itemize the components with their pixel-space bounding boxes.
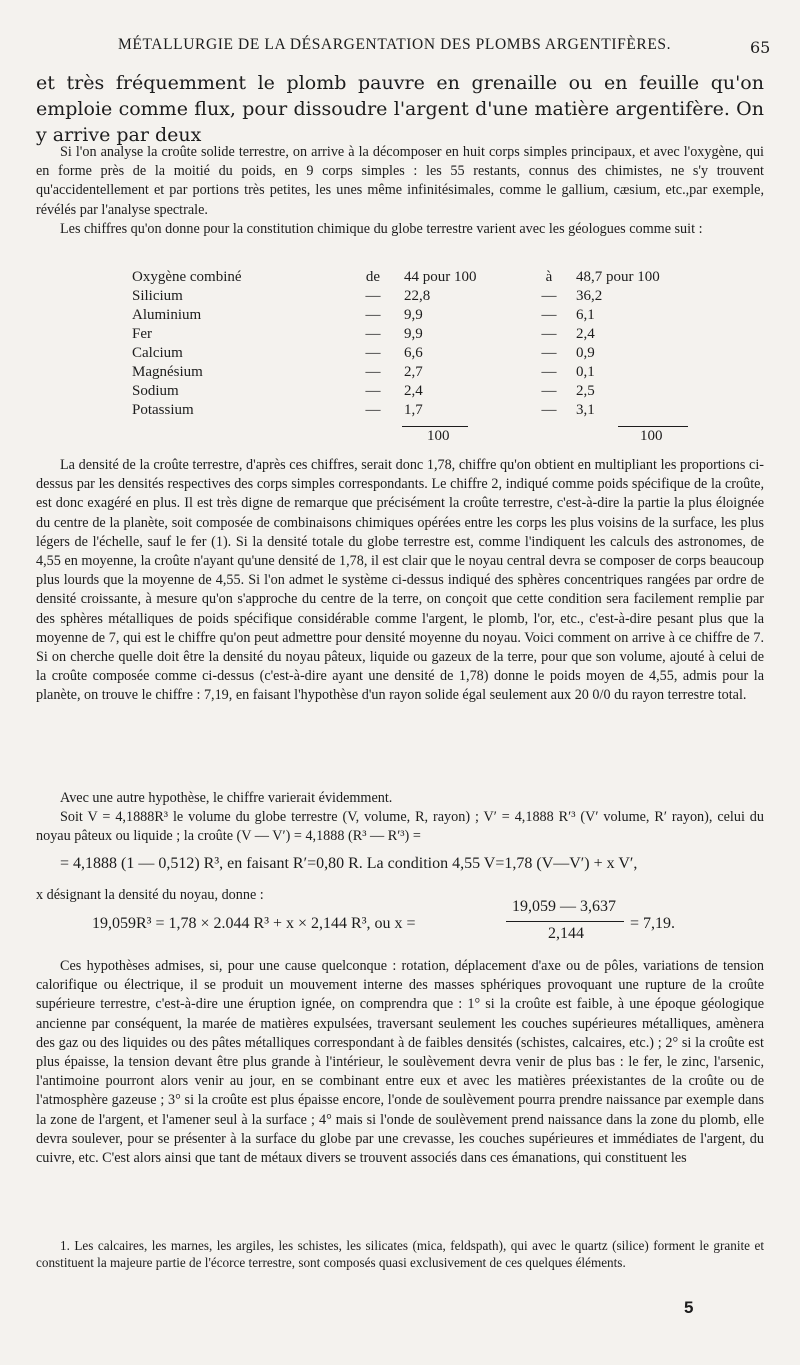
table-row [132,306,676,325]
formula-density-left: 19,059R³ = 1,78 × 2.044 R³ + x × 2,144 R³, ou x = [92,915,416,932]
max-value: 0,9 [576,345,595,361]
intro-paragraph: et très fréquemment le plomb pauvre en grenaille ou en feuille qu'on emploie comme flux, pour dissoudre l'argent d'une matière argentifère. On y arrive par deux [36,72,764,146]
range-from-marker: — [365,402,381,418]
table-row [132,363,676,382]
range-from-marker: — [365,345,381,361]
range-from-marker: de [365,269,381,285]
max-value: 3,1 [576,402,595,418]
table-row [132,325,676,344]
table-row [132,344,676,363]
element-name: Potassium [132,402,194,418]
formula-denominator: 2,144 [548,925,584,942]
fraction-bar [506,921,624,922]
paragraph-x-def: x désignant la densité du noyau, donne : [36,887,264,903]
range-to-marker: — [541,364,557,380]
paragraph-other-hypothesis: Avec une autre hypothèse, le chiffre varierait évidemment. [60,790,393,806]
page-number: 65 [750,38,771,57]
element-name: Oxygène combiné [132,269,242,285]
total-min: 100 [427,428,450,444]
range-from-marker: — [365,326,381,342]
element-name: Fer [132,326,152,342]
formula-crust: = 4,1888 (1 — 0,512) R³, en faisant R′=0,80 R. La condition 4,55 V=1,78 (V—V′) + x V′, [60,855,638,872]
min-value: 2,4 [404,383,423,399]
table-row [132,401,676,420]
range-from-marker: — [365,383,381,399]
range-to-marker: — [541,307,557,323]
composition-table [132,268,676,420]
range-to-marker: — [541,383,557,399]
range-to-marker: — [541,326,557,342]
max-value: 2,5 [576,383,595,399]
table-row [132,287,676,306]
max-value: 0,1 [576,364,595,380]
total-rule-min [402,426,468,427]
formula-numerator: 19,059 — 3,637 [512,898,616,915]
range-to-marker: — [541,288,557,304]
page-header [0,36,800,66]
max-value: 2,4 [576,326,595,342]
paragraph-volume: Soit V = 4,1888R³ le volume du globe terrestre (V, volume, R, rayon) ; V′ = 4,1888 R′³ (V′ volume, R′ rayon), celui du noyau pâteux ou liquide ; la croûte (V — V′) = 4,1888 (R³ — R′³) = [36,809,764,845]
element-name: Aluminium [132,307,202,323]
range-to-marker: à [545,269,553,285]
paragraph-density: La densité de la croûte terrestre, d'après ces chiffres, serait donc 1,78, chiffre qu'on obtient en multipliant les proportions ci-dessus par les densités respectives des corps simples correspondants. Le chiffre 2, indiqué comme poids spécifique de la croûte, est donc exagéré en plus. Il est très digne de remarque que précisément la croûte terrestre, c'est-à-dire la partie la plus éloignée du centre de la planète, soit composée de combinaisons chimiques opérées entre les corps les plus voisins de la surface, les plus légers de l'échelle, sauf le fer (1). Si la densité totale du globe terrestre est, comme l'indiquent les calculs des astronomes, de 4,55 en moyenne, la croûte n'ayant qu'une densité de 1,78, il est clair que le noyau central devra se composer de corps beaucoup plus lourds que la moyenne de 4,55. Si l'on admet le système ci-dessus indiqué des sphères concentriques rangées par ordre de densité croissante, à mesure qu'on s'approche du centre de la terre, on conçoit que cette condition sera facilement remplie par des sphères métalliques de poids spécifique considérable comme l'argent, le plomb, l'or, etc., c'est-à-dire pesant plus que la moyenne de 7, qui est le chiffre qu'on peut admettre pour densité moyenne du noyau. Voici comment on arrive à ce chiffre de 7. Si on cherche quelle doit être la densité du noyau pâteux, liquide ou gazeux de la terre, pour que son volume, ajouté à celui de la croûte composée comme ci-dessus (c'est-à-dire ayant une densité de 1,78) donne le poids moyen de 4,55, admis pour la planète, on trouve le chiffre : 7,19, en faisant l'hypothèse d'un rayon solide égal seulement aux 20 0/0 du rayon terrestre total. [36,457,764,704]
max-value: 48,7 pour 100 [576,269,660,285]
footnote: 1. Les calcaires, les marnes, les argiles, les schistes, les silicates (mica, feldspath), qui avec le quartz (silice) forment le granite et constituent la majeure partie de l'écorce terrestre, sont composés quasi exclusivement de ces quelques éléments. [36,1238,764,1270]
range-from-marker: — [365,364,381,380]
paragraph-crust-analysis: Si l'on analyse la croûte solide terrestre, on arrive à la décomposer en huit corps simples principaux, et avec l'oxygène, qui en forme près de la moitié du poids, en 9 corps simples : les 55 restants, connus des chimistes, ne s'y trouvent qu'accidentellement et par portions très petites, les unes même infinitésimales, comme le gallium, cæsium, etc.,par exemple, révélés par l'analyse spectrale. [36,144,764,218]
min-value: 6,6 [404,345,423,361]
formula-result: = 7,19. [630,915,676,932]
max-value: 6,1 [576,307,595,323]
element-name: Sodium [132,383,179,399]
range-from-marker: — [365,288,381,304]
min-value: 1,7 [404,402,423,418]
min-value: 9,9 [404,326,423,342]
total-rule-max [618,426,688,427]
max-value: 36,2 [576,288,603,304]
range-to-marker: — [541,402,557,418]
element-name: Silicium [132,288,183,304]
signature-mark: 5 [684,1298,694,1317]
min-value: 2,7 [404,364,423,380]
table-row [132,268,676,287]
running-title: MÉTALLURGIE DE LA DÉSARGENTATION DES PLOMBS ARGENTIFÈRES. [118,36,672,53]
total-max: 100 [640,428,663,444]
element-name: Calcium [132,345,183,361]
table-row [132,382,676,401]
element-name: Magnésium [132,364,203,380]
paragraph-figures-intro: Les chiffres qu'on donne pour la constitution chimique du globe terrestre varient avec les géologues comme suit : [60,221,703,237]
min-value: 44 pour 100 [404,269,477,285]
paragraph-hypotheses: Ces hypothèses admises, si, pour une cause quelconque : rotation, déplacement d'axe ou de pôles, variations de tension calorifique ou électrique, il se produit un mouvement interne des masses sphériques provoquant une rupture de la croûte supérieure terrestre, c'est-à-dire une éruption ignée, on comprendra que : 1° si la croûte est faible, à une époque géologique ancienne par conséquent, la marée de matières expulsées, traversant seulement les couches supérieures métalliques, amènera des gaz ou des liquides ou des pâtes métalliques correspondant à de faibles densités (schistes, calcaires, etc.) ; 2° si la croûte est plus épaisse, la tension devant être plus grande à l'intérieur, le soulèvement devra venir de plus bas : le fer, le zinc, l'arsenic, l'antimoine pourront alors venir au jour, en se combinant entre eux et avec les matières préexistantes de la croûte ou de l'atmosphère gazeuse ; 3° si la croûte est plus épaisse encore, l'onde de soulèvement pourra prendre naissance par exemple dans la zone de l'argent, et l'amener seul à la surface ; 4° mais si l'onde de soulèvement prend naissance dans la zone du plomb, elle devra soulever, pour se présenter à la surface du globe par une crevasse, les couches supérieures et immédiates de l'argent, du cuivre, etc. C'est alors ainsi que tant de métaux divers se trouvent associés dans ces émanations, qui constituent les [36,958,764,1167]
min-value: 22,8 [404,288,431,304]
range-to-marker: — [541,345,557,361]
range-from-marker: — [365,307,381,323]
min-value: 9,9 [404,307,423,323]
